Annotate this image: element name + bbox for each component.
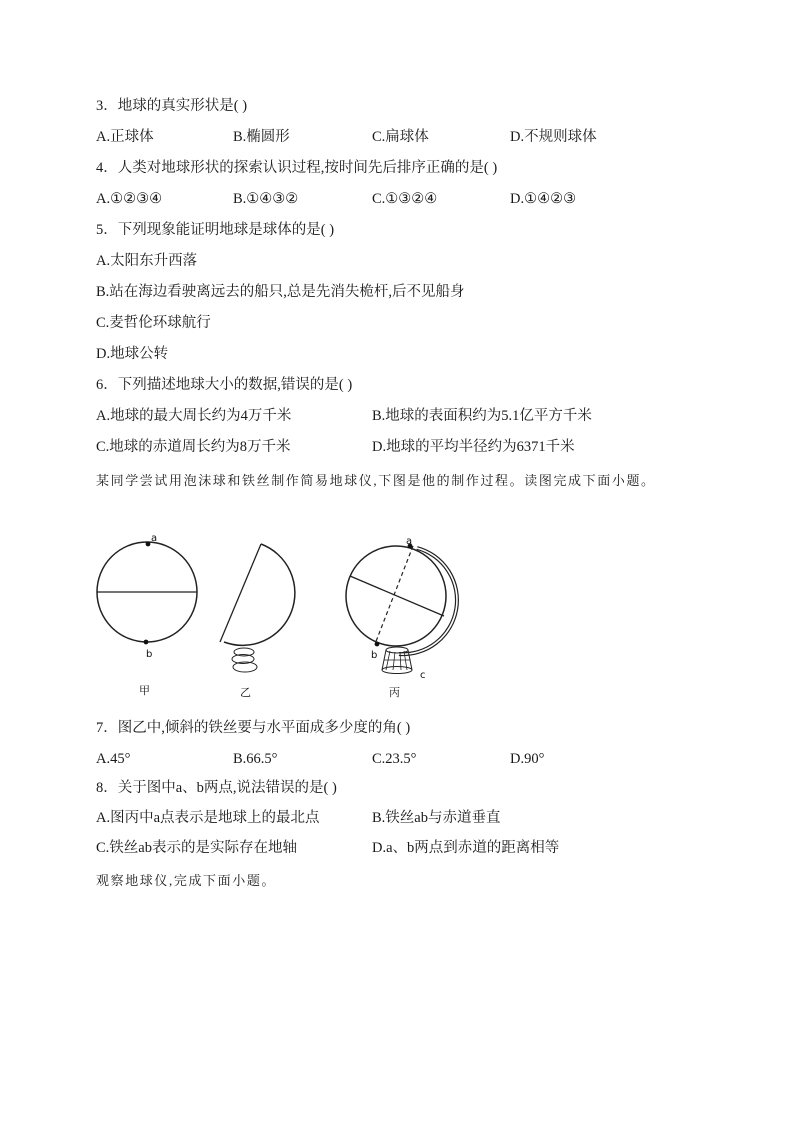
question-7-option-c[interactable]: C.23.5° [372,751,417,767]
question-8-option-d[interactable]: D.a、b两点到赤道的距离相等 [372,840,560,856]
question-3-option-c[interactable]: C.扁球体 [372,129,429,145]
question-7-option-b[interactable]: B.66.5° [233,751,278,767]
question-4-stem: 4．人类对地球形状的探索认识过程,按时间先后排序正确的是( ) [96,160,498,176]
figure-jia-sphere [97,542,197,645]
figure-yi-tilted-wire [220,544,295,672]
question-6-option-a[interactable]: A.地球的最大周长约为4万千米 [96,408,292,424]
question-3-option-b[interactable]: B.椭圆形 [233,129,290,145]
figure-yi-caption: 乙 [240,686,251,699]
figure-bing-caption: 丙 [389,686,400,699]
question-3-stem: 3．地球的真实形状是( ) [96,98,248,114]
question-5-option-a[interactable]: A.太阳东升西落 [96,253,198,269]
figure-bing-globe [346,544,457,674]
figure-jia-label-b: b [146,649,153,660]
question-4-option-b[interactable]: B.①④③② [233,191,299,207]
question-5-option-d[interactable]: D.地球公转 [96,346,169,362]
question-6-option-c[interactable]: C.地球的赤道周长约为8万千米 [96,439,291,455]
reading-intro-observe-globe: 观察地球仪,完成下面小题。 [96,873,277,888]
question-5-option-b[interactable]: B.站在海边看驶离远去的船只,总是先消失桅杆,后不见船身 [96,284,465,300]
question-4-option-a[interactable]: A.①②③④ [96,191,163,207]
question-6-stem: 6．下列描述地球大小的数据,错误的是( ) [96,377,353,393]
question-7-stem: 7．图乙中,倾斜的铁丝要与水平面成多少度的角( ) [96,720,411,736]
globe-making-figure [90,530,470,706]
question-8-option-b[interactable]: B.铁丝ab与赤道垂直 [372,810,501,826]
figure-bing-label-c: c [420,670,426,681]
figure-bing-label-a: a [406,536,413,547]
question-6-option-b[interactable]: B.地球的表面积约为5.1亿平方千米 [372,408,592,424]
reading-intro-globe-making: 某同学尝试用泡沫球和铁丝制作简易地球仪,下图是他的制作过程。读图完成下面小题。 [96,473,656,488]
question-8-option-a[interactable]: A.图丙中a点表示是地球上的最北点 [96,810,320,826]
question-4-option-d[interactable]: D.①④②③ [510,191,577,207]
figure-jia-caption: 甲 [139,684,150,697]
question-5-option-c[interactable]: C.麦哲伦环球航行 [96,315,211,331]
question-3-option-d[interactable]: D.不规则球体 [510,129,597,145]
question-7-option-a[interactable]: A.45° [96,751,131,767]
question-8-option-c[interactable]: C.铁丝ab表示的是实际存在地轴 [96,840,297,856]
question-8-stem: 8．关于图中a、b两点,说法错误的是( ) [96,780,337,796]
question-6-option-d[interactable]: D.地球的平均半径约为6371千米 [372,439,575,455]
figure-jia-label-a: a [151,533,158,544]
question-7-option-d[interactable]: D.90° [510,751,545,767]
figure-bing-label-b: b [371,650,378,661]
question-5-stem: 5．下列现象能证明地球是球体的是( ) [96,222,335,238]
question-4-option-c[interactable]: C.①③②④ [372,191,438,207]
question-3-option-a[interactable]: A.正球体 [96,129,154,145]
